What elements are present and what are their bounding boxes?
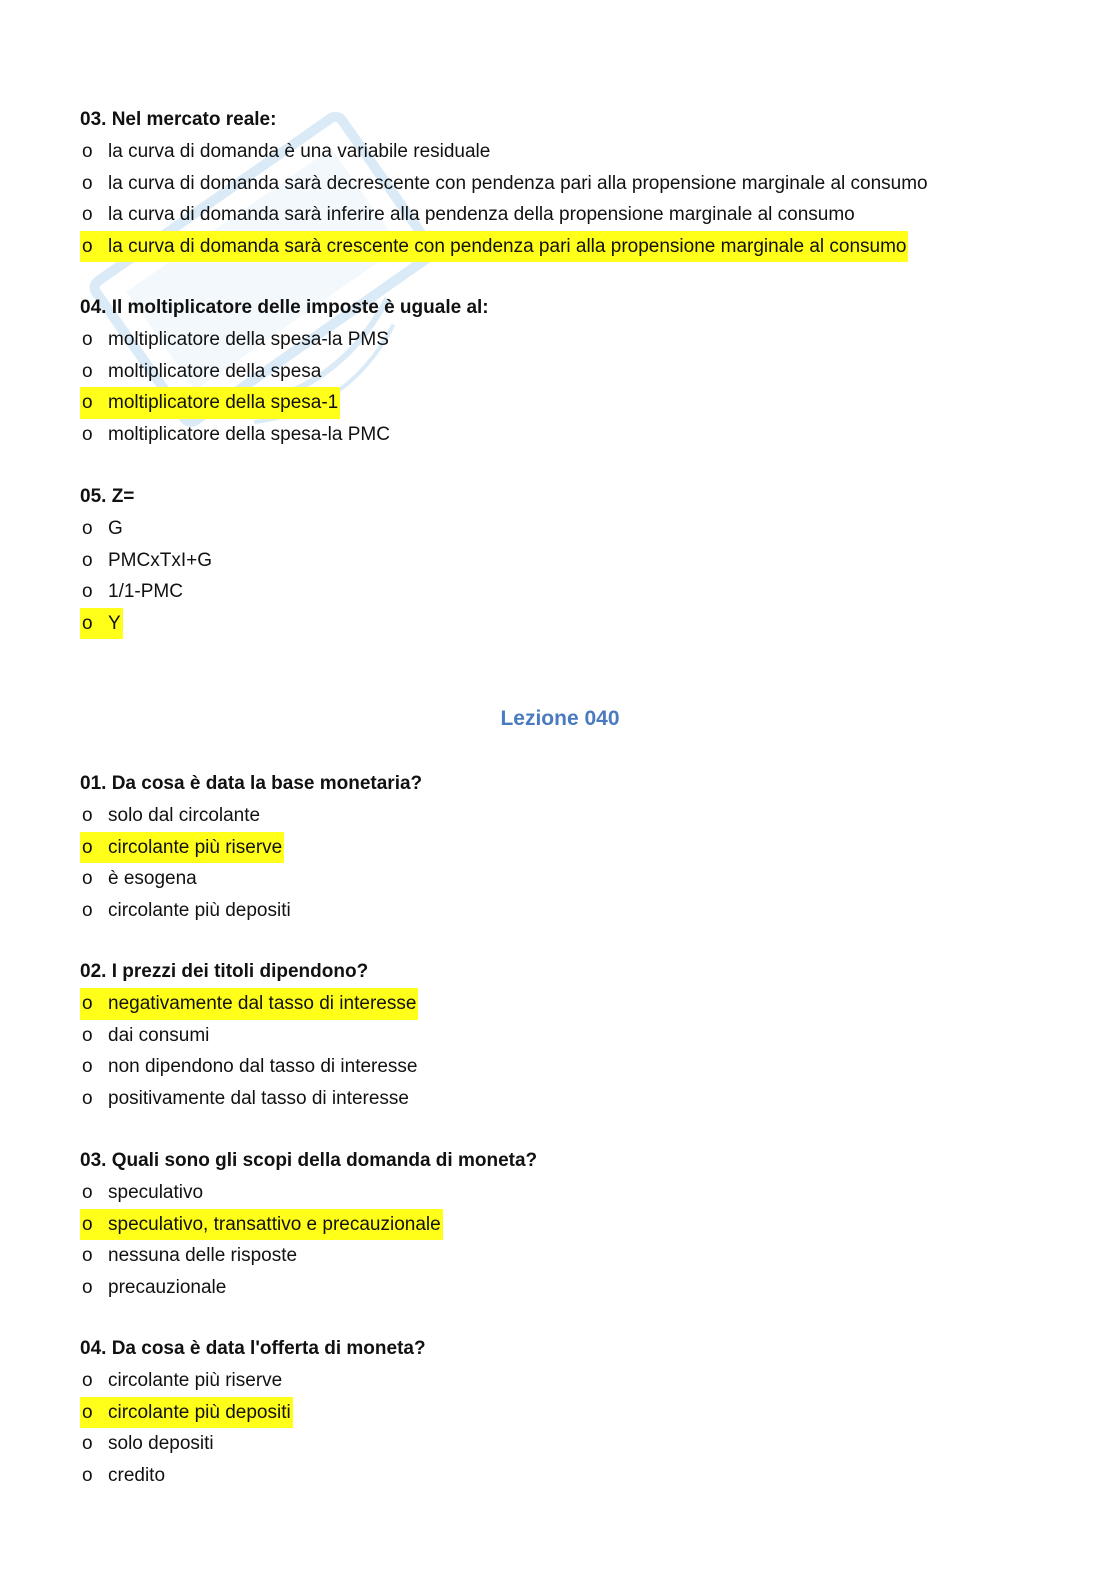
option-content [80, 513, 125, 545]
bullet-icon: o [82, 392, 93, 413]
bullet-icon: o [82, 1464, 93, 1486]
option-content [80, 356, 323, 388]
answer-option-correct [80, 608, 1040, 640]
answer-option [80, 1051, 1040, 1083]
answer-option [80, 1083, 1040, 1115]
bullet-icon: o [82, 141, 93, 162]
bullet-icon: o [82, 1433, 93, 1454]
bullet-icon: o [82, 204, 93, 225]
option-text: moltiplicatore della spesa-la PMC [108, 423, 390, 445]
answer-option [80, 1460, 1040, 1492]
answer-option [80, 863, 1040, 895]
option-content [80, 545, 214, 577]
option-text: circolante più riserve [108, 836, 283, 858]
bullet-icon: o [82, 1024, 93, 1046]
bullet-icon: o [82, 993, 93, 1014]
question-block [80, 104, 1040, 262]
option-content [80, 1051, 420, 1083]
question-block [80, 292, 1040, 450]
option-content [80, 199, 857, 231]
option-content [80, 863, 199, 895]
answer-option [80, 1240, 1040, 1272]
option-content [80, 419, 392, 451]
answer-option [80, 419, 1040, 451]
option-text: la curva di domanda sarà inferire alla pendenza della propensione marginale al consumo [108, 204, 855, 225]
option-text: nessuna delle risposte [108, 1245, 298, 1266]
bullet-icon: o [82, 1182, 93, 1203]
option-text: la curva di domanda sarà crescente con pendenza pari alla propensione marginale al consumo [108, 235, 907, 257]
bullet-icon: o [82, 868, 93, 889]
option-content [80, 1177, 205, 1209]
bullet-icon: o [82, 836, 93, 858]
option-text: precauzionale [108, 1276, 227, 1298]
answer-option [80, 1020, 1040, 1052]
option-content [80, 1020, 211, 1052]
answer-option-correct [80, 1397, 1040, 1429]
bullet-icon: o [82, 549, 93, 571]
option-text: circolante più riserve [108, 1370, 283, 1391]
bullet-icon: o [82, 1056, 93, 1077]
answer-option-correct [80, 231, 1040, 263]
bullet-icon: o [82, 518, 93, 539]
highlighted-option-content [80, 608, 123, 640]
question-title: 04. Il moltiplicatore delle imposte è uguale al: [80, 297, 489, 318]
question-title: 03. Quali sono gli scopi della domanda di moneta? [80, 1150, 538, 1171]
answer-option [80, 168, 1040, 200]
bullet-icon: o [82, 329, 93, 350]
lesson-heading: Lezione 040 [500, 707, 620, 730]
option-content [80, 895, 293, 927]
bullet-icon: o [82, 612, 93, 634]
answer-option [80, 513, 1040, 545]
option-text: dai consumi [108, 1024, 210, 1046]
option-content [80, 1083, 411, 1115]
option-content [80, 168, 930, 200]
question-title: 02. I prezzi dei titoli dipendono? [80, 961, 369, 982]
answer-option [80, 895, 1040, 927]
option-text: moltiplicatore della spesa [108, 360, 322, 382]
option-text: è esogena [108, 868, 197, 889]
answer-option [80, 800, 1040, 832]
option-text: solo dal circolante [108, 805, 261, 826]
bullet-icon: o [82, 1213, 93, 1235]
answer-option-correct [80, 832, 1040, 864]
answer-option-correct [80, 387, 1040, 419]
answer-option [80, 356, 1040, 388]
answer-option [80, 324, 1040, 356]
option-content [80, 1240, 299, 1272]
bullet-icon: o [82, 172, 93, 194]
question-title: 01. Da cosa è data la base monetaria? [80, 773, 423, 794]
option-text: la curva di domanda è una variabile residuale [108, 141, 491, 162]
option-text: positivamente dal tasso di interesse [108, 1087, 409, 1109]
answer-option [80, 1365, 1040, 1397]
question-block [80, 481, 1040, 639]
question-block [80, 1145, 1040, 1303]
option-text: G [108, 518, 123, 539]
option-content [80, 1428, 216, 1460]
bullet-icon: o [82, 235, 93, 257]
option-content [80, 324, 391, 356]
question-block [80, 956, 1040, 1114]
highlighted-option-content [80, 1397, 293, 1429]
bullet-icon: o [82, 899, 93, 921]
option-text: circolante più depositi [108, 1401, 291, 1423]
option-text: circolante più depositi [108, 899, 291, 921]
option-content [80, 1272, 228, 1304]
option-content [80, 1365, 284, 1397]
option-text: negativamente dal tasso di interesse [108, 993, 417, 1014]
bullet-icon: o [82, 423, 93, 445]
option-text: moltiplicatore della spesa-1 [108, 392, 339, 413]
highlighted-option-content [80, 832, 284, 864]
option-text: Y [108, 612, 121, 634]
option-text: 1/1-PMC [108, 581, 183, 602]
highlighted-option-content [80, 387, 340, 419]
answer-option [80, 199, 1040, 231]
bullet-icon: o [82, 805, 93, 826]
question-title: 04. Da cosa è data l'offerta di moneta? [80, 1338, 426, 1359]
bullet-icon: o [82, 1245, 93, 1266]
highlighted-option-content [80, 988, 418, 1020]
answer-option [80, 1428, 1040, 1460]
option-content [80, 576, 185, 608]
answer-option-correct [80, 1209, 1040, 1241]
answer-option [80, 576, 1040, 608]
option-text: non dipendono dal tasso di interesse [108, 1056, 418, 1077]
answer-option [80, 1177, 1040, 1209]
answer-option-correct [80, 988, 1040, 1020]
answer-option [80, 1272, 1040, 1304]
answer-option [80, 136, 1040, 168]
option-text: moltiplicatore della spesa-la PMS [108, 329, 389, 350]
bullet-icon: o [82, 1087, 93, 1109]
option-text: solo depositi [108, 1433, 214, 1454]
question-block [80, 1333, 1040, 1491]
bullet-icon: o [82, 360, 93, 382]
option-text: PMCxTxI+G [108, 549, 212, 571]
option-text: la curva di domanda sarà decrescente con pendenza pari alla propensione marginale al consumo [108, 172, 928, 194]
option-text: speculativo, transattivo e precauzionale [108, 1213, 441, 1235]
highlighted-option-content [80, 1209, 443, 1241]
bullet-icon: o [82, 581, 93, 602]
bullet-icon: o [82, 1401, 93, 1423]
answer-option [80, 545, 1040, 577]
question-title: 03. Nel mercato reale: [80, 109, 277, 130]
question-title: 05. Z= [80, 486, 135, 507]
bullet-icon: o [82, 1276, 93, 1298]
option-content [80, 800, 262, 832]
question-block [80, 768, 1040, 926]
highlighted-option-content [80, 231, 908, 263]
option-content [80, 136, 492, 168]
bullet-icon: o [82, 1370, 93, 1391]
option-content [80, 1460, 167, 1492]
option-text: credito [108, 1464, 166, 1486]
option-text: speculativo [108, 1182, 204, 1203]
